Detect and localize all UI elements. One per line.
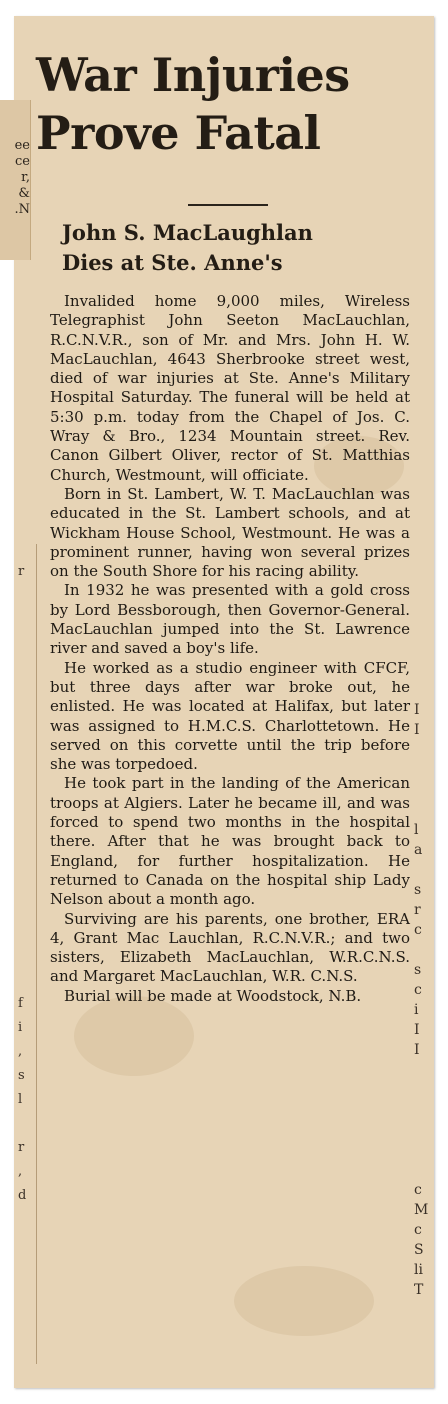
- fragment-text: ee ce r, & .N: [14, 138, 30, 217]
- headline-line-2: Prove Fatal: [36, 106, 321, 160]
- paper-stain: [234, 1266, 374, 1336]
- subheadline-line-2: Dies at Ste. Anne's: [62, 250, 283, 275]
- left-column-remnant: r f i , s l r , d: [18, 564, 27, 1203]
- paragraph: He worked as a studio engineer with CFCF, but three days after war broke out, he enlisted. He was located at Halifax, but later was assigned to H.M.C.S. Charlottetown. He served on this corvette until the trip before she was torpedoed.: [50, 658, 410, 774]
- headline-line-1: War Injuries: [36, 48, 350, 102]
- column-divider: [36, 544, 37, 1364]
- paragraph: Burial will be made at Woodstock, N.B.: [64, 986, 362, 1005]
- right-column-remnant: I I l a s r c s c i I I c M c S li T: [414, 702, 429, 1298]
- article-body: [50, 292, 410, 1006]
- headline: [36, 46, 432, 162]
- paragraph: Invalided home 9,000 miles, Wireless Telegraphist John Seeton MacLauchlan, R.C.N.V.R., son of Mr. and Mrs. John H. W. MacLauchlan, 4643 Sherbrooke street west, died of war injuries at Ste. Anne's Military Hospital Saturday. The funeral will be held at 5:30 p.m. today from the Chapel of Jos. C. Wray & Bro., 1234 Mountain street. Rev. Canon Gilbert Oliver, rector of St. Matthias Church, Westmount, will officiate.: [50, 292, 410, 484]
- paragraph: In 1932 he was presented with a gold cross by Lord Bessborough, then Governor-General. MacLauchlan jumped into the St. Lawrence river and saved a boy's life.: [50, 581, 410, 658]
- subheadline: [62, 218, 402, 278]
- headline-divider: [188, 204, 268, 206]
- paragraph: He took part in the landing of the American troops at Algiers. Later he became ill, and was forced to spend two months in the hospital there. After that he was brought back to England, for further hospitalization. He returned to Canada on the hospital ship Lady Nelson about a month ago.: [50, 774, 410, 909]
- paragraph: Born in St. Lambert, W. T. MacLauchlan was educated in the St. Lambert schools, and at Wickham House School, Westmount. He was a prominent runner, having won several prizes on the South Shore for his racing ability.: [50, 484, 410, 581]
- paragraph: Surviving are his parents, one brother, ERA 4, Grant Mac Lauchlan, R.C.N.V.R.; and two sisters, Elizabeth MacLauchlan, W.R.C.N.S. and Margaret MacLauchlan, W.R. C.N.S.: [50, 909, 410, 986]
- paper-stain: [74, 996, 194, 1076]
- subheadline-line-1: John S. MacLaughlan: [62, 220, 313, 245]
